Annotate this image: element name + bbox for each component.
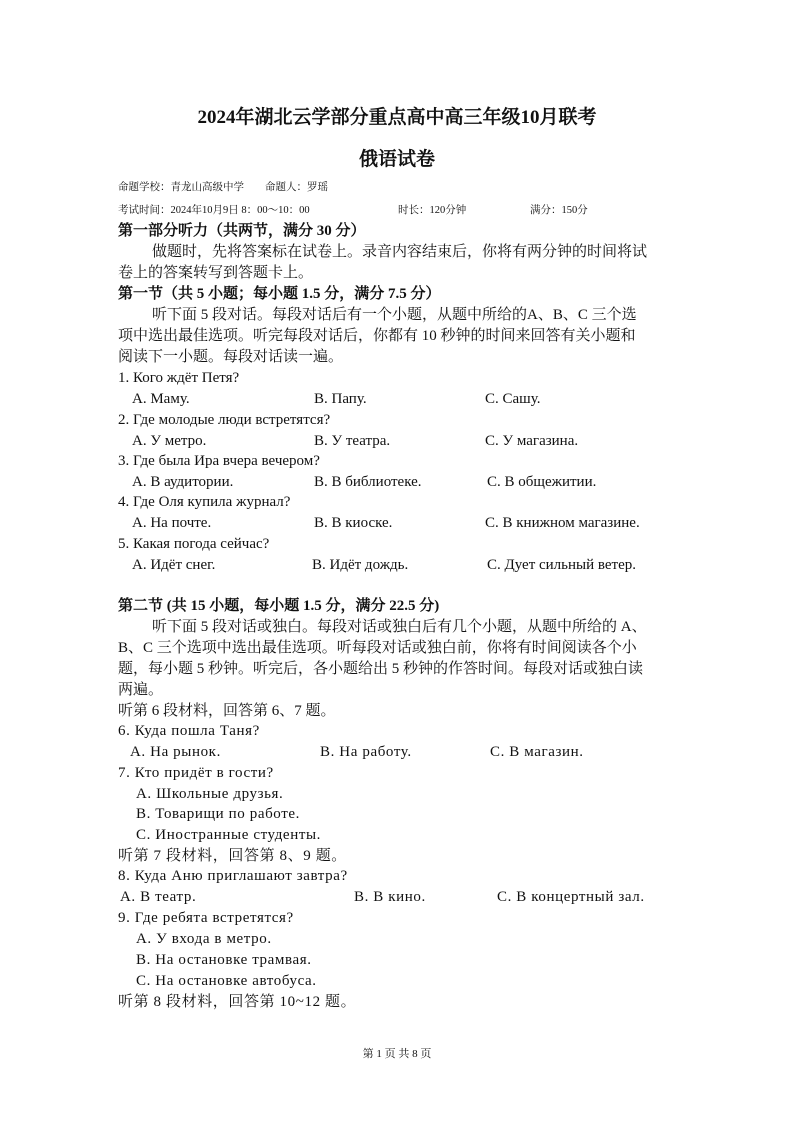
- instruction-line: 听下面 5 段对话。每段对话后有一个小题，从题中所给的A、B、C 三个选: [152, 307, 637, 323]
- exam-title: 2024年湖北云学部分重点高中高三年级10月联考: [197, 107, 597, 128]
- answer-option: A. Школьные друзья.: [136, 786, 284, 802]
- instruction-line: B、C 三个选项中选出最佳选项。听每段对话或独白前，你将有时间阅读各个小: [118, 640, 637, 656]
- instruction-line: 阅读下一小题。每段对话读一遍。: [118, 349, 344, 365]
- material-note: 听第 8 段材料，回答第 10~12 题。: [118, 994, 357, 1010]
- section1-heading: 第一节（共 5 小题；每小题 1.5 分，满分 7.5 分）: [118, 286, 441, 302]
- material-note: 听第 7 段材料，回答第 8、9 题。: [118, 848, 347, 864]
- answer-option: A. У метро.: [132, 433, 207, 449]
- instruction-line: 题，每小题 5 秒钟。听完后，各小题给出 5 秒钟的作答时间。每段对话或独白读: [118, 661, 644, 677]
- answer-option: B. В кино.: [354, 889, 426, 905]
- question-text: 2. Где молодые люди встретятся?: [118, 412, 331, 428]
- question-text: 5. Какая погода сейчас?: [118, 536, 270, 552]
- instruction-line: 做题时，先将答案标在试卷上。录音内容结束后，你将有两分钟的时间将试: [152, 244, 648, 260]
- answer-option: B. У театра.: [314, 433, 391, 449]
- instruction-line: 听下面 5 段对话或独白。每段对话或独白后有几个小题，从题中所给的 A、: [152, 619, 647, 635]
- answer-option: A. У входа в метро.: [136, 931, 272, 947]
- answer-option: B. В библиотеке.: [314, 474, 422, 490]
- question-text: 4. Где Оля купила журнал?: [118, 494, 291, 510]
- answer-option: B. На остановке трамвая.: [136, 952, 312, 968]
- answer-option: A. В театр.: [120, 889, 197, 905]
- info-duration: 时长：120分钟: [398, 205, 467, 216]
- answer-option: B. В киоске.: [314, 515, 393, 531]
- answer-option: B. На работу.: [320, 744, 412, 760]
- info-author: 命题人：罗瑶: [265, 182, 328, 193]
- part1-heading: 第一部分听力（共两节，满分 30 分）: [118, 223, 366, 239]
- answer-option: C. Дует сильный ветер.: [487, 557, 637, 573]
- instruction-line: 卷上的答案转写到答题卡上。: [118, 265, 314, 281]
- answer-option: C. В общежитии.: [487, 474, 597, 490]
- answer-option: C. Иностранные студенты.: [136, 827, 322, 843]
- answer-option: C. В магазин.: [490, 744, 584, 760]
- answer-option: A. В аудитории.: [132, 474, 234, 490]
- answer-option: A. На почте.: [132, 515, 212, 531]
- answer-option: B. Папу.: [314, 391, 367, 407]
- answer-option: C. Сашу.: [485, 391, 541, 407]
- question-text: 7. Кто придёт в гости?: [118, 765, 274, 781]
- question-text: 8. Куда Аню приглашают завтра?: [118, 868, 348, 884]
- answer-option: C. У магазина.: [485, 433, 579, 449]
- instruction-line: 两遍。: [118, 682, 164, 698]
- instruction-line: 项中选出最佳选项。听完每段对话后，你都有 10 秒钟的时间来回答有关小题和: [118, 328, 636, 344]
- answer-option: C. На остановке автобуса.: [136, 973, 317, 989]
- question-text: 9. Где ребята встретятся?: [118, 910, 294, 926]
- question-text: 6. Куда пошла Таня?: [118, 723, 260, 739]
- material-note: 听第 6 段材料，回答第 6、7 题。: [118, 703, 336, 719]
- answer-option: B. Идёт дождь.: [312, 557, 409, 573]
- answer-option: B. Товарищи по работе.: [136, 806, 300, 822]
- answer-option: A. Идёт снег.: [132, 557, 216, 573]
- info-score: 满分：150分: [530, 205, 588, 216]
- info-time: 考试时间：2024年10月9日 8：00～10：00: [118, 205, 310, 216]
- page-footer: 第 1 页 共 8 页: [362, 1048, 432, 1060]
- answer-option: C. В концертный зал.: [497, 889, 645, 905]
- answer-option: C. В книжном магазине.: [485, 515, 640, 531]
- exam-subtitle: 俄语试卷: [358, 149, 435, 170]
- section2-heading: 第二节 (共 15 小题，每小题 1.5 分，满分 22.5 分): [118, 598, 440, 614]
- question-text: 3. Где была Ира вчера вечером?: [118, 453, 320, 469]
- answer-option: A. Маму.: [132, 391, 190, 407]
- question-text: 1. Кого ждёт Петя?: [118, 370, 240, 386]
- answer-option: A. На рынок.: [130, 744, 221, 760]
- info-school: 命题学校：青龙山高级中学: [118, 182, 244, 193]
